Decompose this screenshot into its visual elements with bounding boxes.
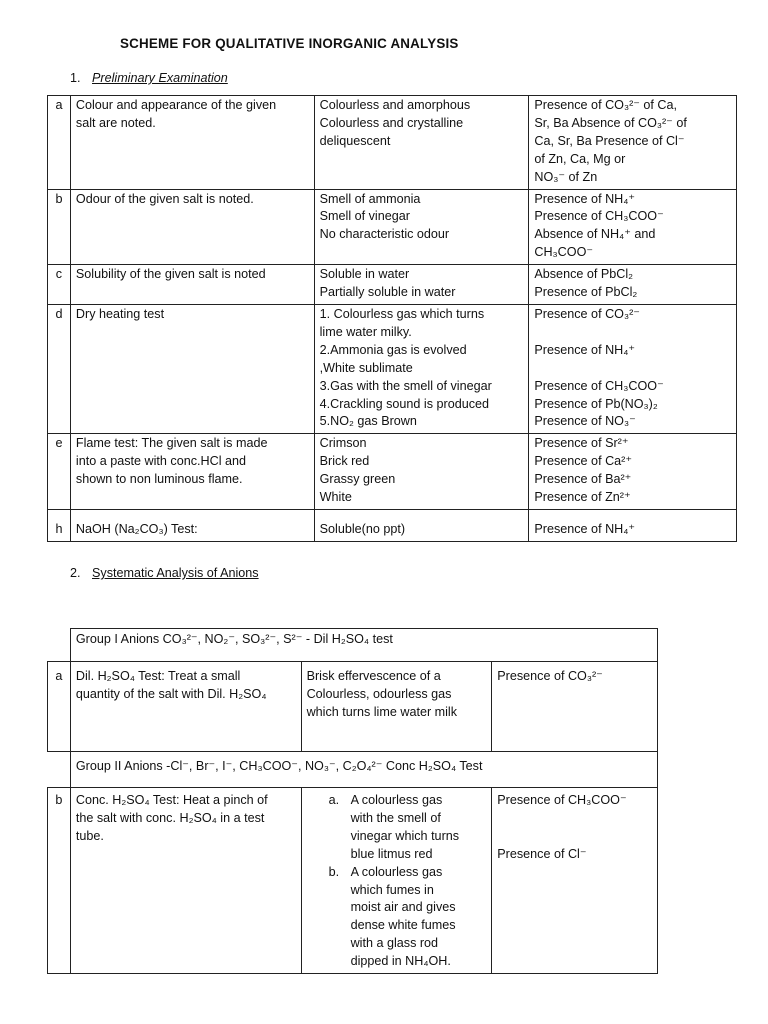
test-cell [70,788,301,974]
text-line: Presence of Ba²⁺ [534,472,632,487]
text-line: the salt with conc. H₂SO₄ in a test [75,810,265,825]
text-line: ,White sublimate [319,360,413,375]
inference-cell [529,265,737,305]
text-line: vinegar which turns [350,828,460,843]
text-line: Presence of NH₄⁺ [534,191,636,206]
text-line: NO₃⁻ of Zn [534,169,598,184]
observation-cell [314,509,529,541]
observation-list [307,792,487,971]
inference-cell [529,304,737,433]
observation-cell [301,788,492,974]
text-line: Colour and appearance of the given [75,98,277,112]
row-label: c [48,265,71,305]
observation-cell [314,304,529,433]
text-line [534,324,731,342]
test-cell [70,265,314,305]
text-line: Crimson [319,436,367,451]
text-line [534,360,731,378]
section-heading-preliminary [70,71,228,85]
text-line: Sr, Ba Absence of CO₃²⁻ of [534,115,687,130]
row-label-cell [48,629,71,662]
text-line: Presence of CO₃²⁻ of Ca, [534,98,678,112]
text-line: dipped in NH₄OH. [350,954,451,969]
list-item [307,864,487,971]
text-line: Ca, Sr, Ba Presence of Cl⁻ [534,133,685,148]
text-line: into a paste with conc.HCl and [75,454,247,469]
text-line: Colourless and amorphous [319,98,471,112]
text-line: Presence of Sr²⁺ [534,436,629,451]
text-line: Brisk effervescence of a [306,669,441,683]
group-header-row [48,752,658,788]
section-title: Preliminary Examination [92,71,228,85]
list-item [307,792,487,864]
text-line: moist air and gives [350,900,456,915]
table-row [48,788,658,974]
row-label-cell [48,752,71,788]
text-line: Presence of CO₃²⁻ [534,306,640,321]
observation-cell [314,434,529,510]
text-line: A colourless gas [350,793,443,807]
table-row [48,265,737,305]
test-cell [70,662,301,752]
text-line: lime water milky. [319,324,412,339]
table-row [48,662,658,752]
text-line: Presence of Pb(NO₃)₂ [534,396,658,411]
text-line: 2.Ammonia gas is evolved [319,342,467,357]
row-label: e [48,434,71,510]
text-line: 4.Crackling sound is produced [319,396,490,411]
text-line: Soluble in water [319,267,410,282]
text-line: Soluble(no ppt) [319,521,406,536]
table-row [48,509,737,541]
test-cell [70,189,314,265]
inference-cell [529,434,737,510]
row-label: d [48,304,71,433]
text-line: Presence of PbCl₂ [534,285,638,300]
table-row [48,434,737,510]
row-label: a [48,662,71,752]
text-line: quantity of the salt with Dil. H₂SO₄ [75,686,267,701]
group1-header: Group I Anions CO₃²⁻, NO₂⁻, SO₃²⁻, S²⁻ - Dil H₂SO₄ test [70,629,657,662]
text-line: of Zn, Ca, Mg or [534,151,626,166]
text-line: Colourless and crystalline [319,115,464,130]
text-line: Presence of Cl⁻ [497,846,587,861]
text-line: 1. Colourless gas which turns [319,306,485,321]
text-line: 3.Gas with the smell of vinegar [319,378,492,393]
section-number: 2. [70,566,81,580]
text-line: Grassy green [319,472,396,487]
text-line: dense white fumes [350,918,456,933]
text-line: Odour of the given salt is noted. [75,191,254,206]
text-line: Dil. H₂SO₄ Test: Treat a small [75,669,241,683]
test-cell [70,96,314,190]
section-heading-anions [70,566,259,580]
test-cell [70,304,314,433]
text-line: Presence of Zn²⁺ [534,490,631,505]
inference-cell [529,189,737,265]
list-marker: a. [328,793,340,807]
text-line: CH₃COO⁻ [534,245,594,260]
observation-cell [314,189,529,265]
text-line: Conc. H₂SO₄ Test: Heat a pinch of [75,793,268,807]
anion-analysis-table [47,628,658,974]
text-line: Absence of NH₄⁺ and [534,227,656,242]
text-line: Smell of ammonia [319,191,421,206]
row-label: b [48,189,71,265]
page-title: SCHEME FOR QUALITATIVE INORGANIC ANALYSIS [120,36,459,51]
text-line: shown to non luminous flame. [75,472,243,487]
text-line: blue litmus red [350,846,433,861]
observation-cell [301,662,492,752]
text-line: Partially soluble in water [319,285,456,300]
text-line: Absence of PbCl₂ [534,267,634,282]
inference-cell [529,96,737,190]
text-line: Flame test: The given salt is made [75,436,268,451]
text-line: 5.NO₂ gas Brown [319,414,417,429]
text-line: Solubility of the given salt is noted [75,267,266,282]
row-label: b [48,788,71,974]
test-cell [70,509,314,541]
test-cell [70,434,314,510]
text-line: No characteristic odour [319,227,450,242]
text-line: White [319,490,352,505]
text-line: tube. [75,828,104,843]
table-row [48,304,737,433]
text-line: Presence of NO₃⁻ [534,414,636,429]
group-header-row [48,629,658,662]
table-row [48,189,737,265]
text-line: which fumes in [350,882,434,897]
inference-cell [492,788,658,974]
preliminary-examination-table [47,95,737,542]
text-line: NaOH (Na₂CO₃) Test: [75,521,198,536]
table-row [48,96,737,190]
text-line: Presence of CO₃²⁻ [497,669,603,683]
text-line: with a glass rod [350,936,439,951]
text-line: Presence of NH₄⁺ [534,521,636,536]
text-line: deliquescent [319,133,391,148]
text-line: with the smell of [350,810,441,825]
text-line: salt are noted. [75,115,156,130]
text-line: Dry heating test [75,306,165,321]
group2-header: Group II Anions -Cl⁻, Br⁻, I⁻, CH₃COO⁻, NO₃⁻, C₂O₄²⁻ Conc H₂SO₄ Test [70,752,657,788]
text-line: Colourless, odourless gas [306,686,452,701]
text-line: which turns lime water milk [306,704,458,719]
section-number: 1. [70,71,81,85]
inference-cell [529,509,737,541]
text-line: Smell of vinegar [319,209,410,224]
observation-cell [314,265,529,305]
text-line: Presence of CH₃COO⁻ [497,793,627,807]
list-marker: b. [328,864,340,879]
text-line: Brick red [319,454,370,469]
observation-cell [314,96,529,190]
text-line: Presence of Ca²⁺ [534,454,633,469]
text-line: Presence of NH₄⁺ [534,342,636,357]
row-label: h [48,509,71,541]
text-line: A colourless gas [350,864,443,879]
inference-cell [492,662,658,752]
section-title: Systematic Analysis of Anions [92,566,259,580]
row-label: a [48,96,71,190]
text-line: Presence of CH₃COO⁻ [534,378,664,393]
text-line: Presence of CH₃COO⁻ [534,209,664,224]
